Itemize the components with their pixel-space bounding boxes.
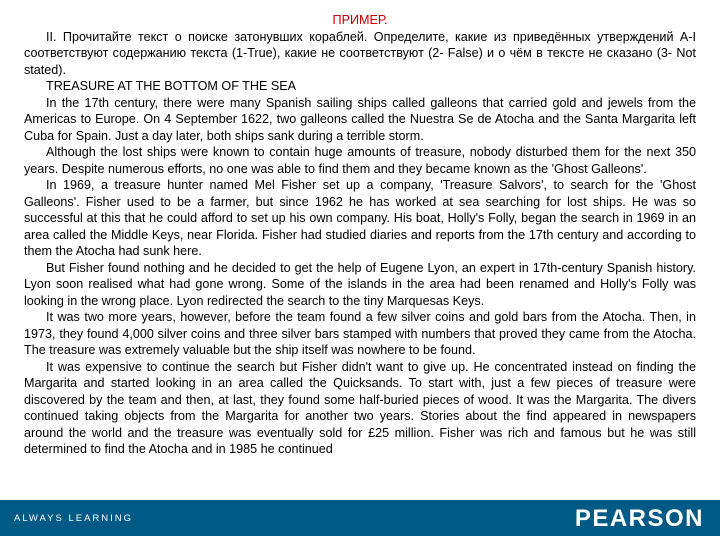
text-paragraph-2: Although the lost ships were known to contain huge amounts of treasure, nobody disturbed them for the next 350 years. Despite numerous efforts, no one was able to find them and they became known as the 'Ghost Galleons'. xyxy=(24,145,696,176)
task-instruction: II. Прочитайте текст о поиске затонувших кораблей. Определите, какие из приведённых утверждений A-I соответствуют содержанию текста (1-True), какие не соответствуют (2- False) и о чём в тексте не сказано (3- Not stated). xyxy=(24,29,696,77)
text-paragraph-1: In the 17th century, there were many Spanish sailing ships called galleons that carried gold and jewels from the Americas to Europe. On 4 September 1622, two galleons called the Nuestra Se de Atocha and the Santa Margarita left Cuba for Spain. Just a day later, both ships sank during a terrible storm. xyxy=(24,95,696,143)
slide-heading: ПРИМЕР. xyxy=(332,13,388,27)
footer-tagline: ALWAYS LEARNING xyxy=(14,513,134,524)
text-paragraph-5: It was two more years, however, before the team found a few silver coins and gold bars from the Atocha. Then, in 1973, they found 4,000 silver coins and three silver bars stamped with numbers that proved they came from the Atocha. The treasure was extremely valuable but the ship itself was nowhere to be found. xyxy=(24,310,696,357)
text-paragraph-3: In 1969, a treasure hunter named Mel Fisher set up a company, 'Treasure Salvors', to search for the 'Ghost Galleons'. Fisher used to be a farmer, but since 1962 he has worked at sea searching for lost ships. He was so successful at this that he could afford to set up his own company. His boat, Holly's Folly, began the search in 1969 in an area called the Middle Keys, near Florida. Fisher had studied diaries and reports from the 17th century and according to them the Atocha had sunk here. xyxy=(24,178,696,258)
text-title: TREASURE AT THE BOTTOM OF THE SEA xyxy=(46,79,297,93)
pearson-logo: PEARSON xyxy=(574,505,704,532)
text-paragraph-6: It was expensive to continue the search but Fisher didn't want to give up. He concentrated instead on finding the Margarita and started looking in an area called the Quicksands. To start with, just a few pieces of treasure were discovered by the team and then, at last, they found some half-buried pieces of wood. It was the Margarita. The divers continued taking objects from the Margarita for another two years. Stories about the find appeared in newspapers around the world and the treasure was eventually sold for £25 million. Fisher was rich and famous but he was still determined to find the Atocha and in 1985 he continued xyxy=(24,359,696,456)
text-paragraph-4: But Fisher found nothing and he decided to get the help of Eugene Lyon, an expert in 17th-century Spanish history. Lyon soon realised what had gone wrong. Some of the islands in the area had been renamed and Holly's Folly was looking in the wrong place. Lyon redirected the search to the tiny Marquesas Keys. xyxy=(24,260,696,308)
slide-content xyxy=(24,12,696,500)
footer-bottom-strip xyxy=(0,536,720,540)
